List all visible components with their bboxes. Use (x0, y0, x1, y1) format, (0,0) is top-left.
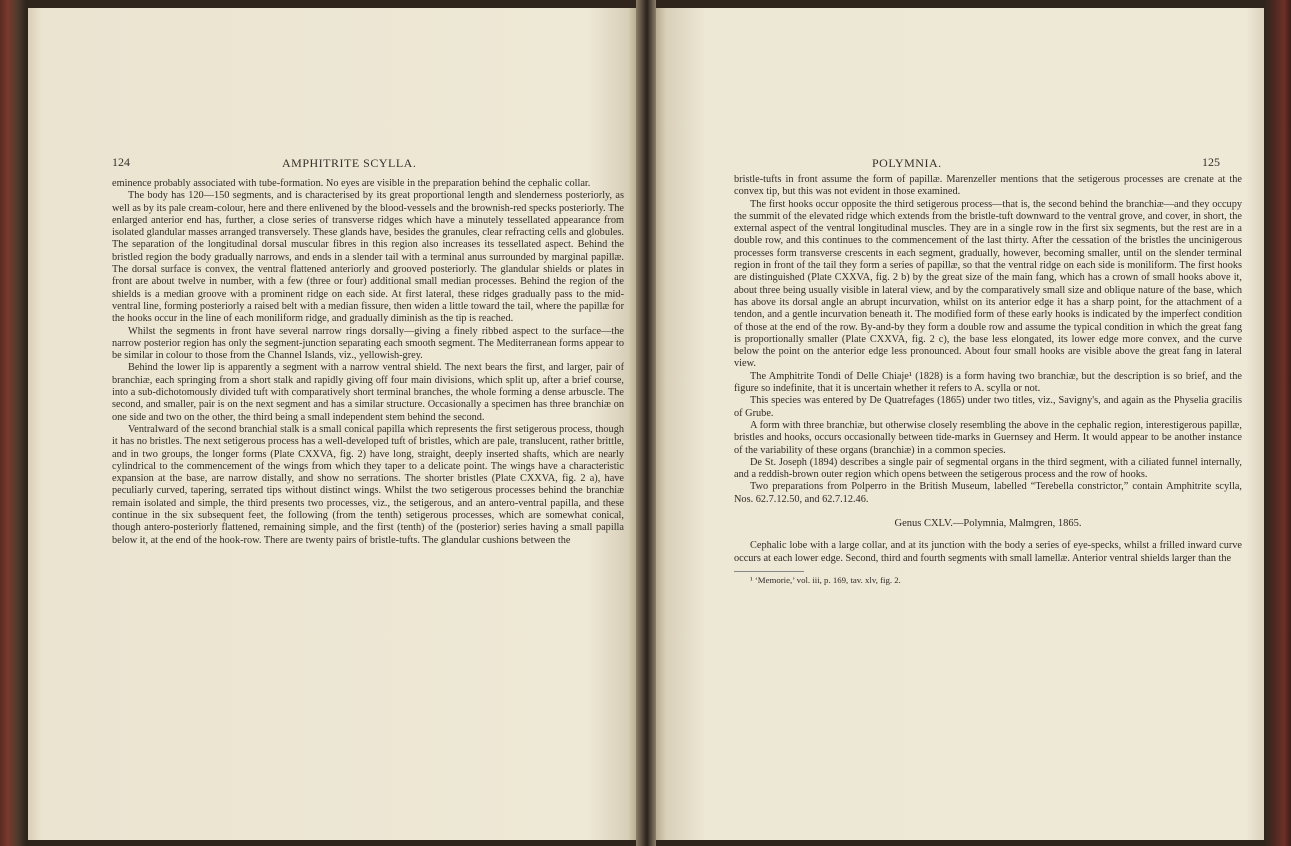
paragraph: Cephalic lobe with a large collar, and at its junction with the body a series of eye-specks, whilst a frilled inward curve occurs at each lower edge. Second, third and fourth segments with small lamellæ. Anterior ventral shields larger than the (734, 540, 1242, 564)
paragraph: The body has 120—150 segments, and is characterised by its great proportional length and slenderness posteriorly, as well as by its pale cream-colour, here and there enlivened by the blood-vessels and the brownish-red specks posteriorly. The enlarged anterior end has, further, a close series of transverse ridges which have a minutely tessellated appearance from isolated glandular masses arranged transversely. These glands have, besides the granules, clear refracting cells and globules. The separation of the longitudinal dorsal muscular fibres in this region also increases its tessellated aspect. Behind the bristled region the body gradually narrows, and ends in a slender tail with a terminal anus surrounded by marginal papillæ. The dorsal surface is convex, the ventral flattened anteriorly and grooved posteriorly. The glandular shields or plates in front are about twelve in number, with a few (three or four) additional small median processes. Behind the region of the shields is a median groove with a prominent ridge on each side. At first lateral, these ridges gradually pass to the mid-ventral line, forming posteriorly a raised belt with a median fissure, then widen a little toward the tail, where the papillæ for the hooks occur in the line of each moniliform ridge, and gradually diminish as the tip is reached. (112, 190, 624, 325)
paragraph: The first hooks occur opposite the third setigerous process—that is, the second behind the branchiæ—and they occupy the summit of the elevated ridge which extends from the bristle-tuft downward to the ventral grove, and cover, in short, the external aspect of the ventral longitudinal muscles. They are in a single row in the first six segments, but the rest are in a double row, and this continues to the commencement of the last thirty. After the cessation of the bristles the uncinigerous processes form transverse crescents in each segment, gradually, however, becoming smaller, until on the slender terminal region in front of the tail they form a series of papillæ, so that the ventral ridge on each side is moniliform. The first hooks are distinguished (Plate CXXVA, fig. 2 b) by the great size of the main fang, which has a crown of small hooks above it, about three being usually visible in lateral view, and by the comparatively small size and oblique nature of the base, which has above its dorsal angle an abrupt incurvation, whilst on its anterior edge it has a sharp point, for the attachment of a tendon, and a gentle incurvation beneath it. The modified form of these early hooks is indicated by the imperfect condition of those at the end of the row. By-and-by they form a double row and assume the typical condition in which the great fang is proportionally smaller (Plate CXXVA, fig. 2 c), the base less elongated, its lower edge more convex, and the curve below the point on the anterior edge less pronounced. About four small hooks are visible above the great fang in lateral view. (734, 198, 1242, 370)
paragraph: Whilst the segments in front have several narrow rings dorsally—giving a finely ribbed aspect to the surface—the narrow posterior region has only the segment-junction separating each smooth segment. The Mediterranean forms appear to be similar in colour to those from the Channel Islands, viz., yellowish-grey. (112, 325, 624, 362)
paragraph: Ventralward of the second branchial stalk is a small conical papilla which represents the first setigerous process, though it has no bristles. The next setigerous process has a well-developed tuft of bristles, which are pale, translucent, rather brittle, and in two groups, the longer forms (Plate CXXVA, fig. 2) have long, straight, deeply inserted shafts, which are nearly cylindrical to the commencement of the wings from which they taper to a delicate point. The wings have a characteristic expansion at the base, are narrow distally, and show no serrations. The shorter bristles (Plate CXXVA, fig. 2 a), have peculiarly curved, tapering, serrated tips without distinct wings. Whilst the two setigerous processes behind the branchiæ remain isolated and simple, the third presents two processes, viz., the setigerous, and an antero-ventral papilla, and these continue in the six subsequent feet, the following (from the tenth) setigerous processes, which are somewhat conical, though antero-posteriorly flattened, remaining simple, and the first (tenth) of the (posterior) series having a small papilla below it, at the end of the hook-row. There are twenty pairs of bristle-tufts. The glandular cushions between the (112, 423, 624, 546)
paragraph: The Amphitrite Tondi of Delle Chiaje¹ (1828) is a form having two branchiæ, but the description is so brief, and the figure so indefinite, that it is uncertain whether it refers to A. scylla or not. (734, 370, 1242, 395)
footnote: ¹ ‘Memorie,’ vol. iii, p. 169, tav. xlv, fig. 2. (750, 574, 901, 585)
footnote-rule (734, 571, 804, 572)
right-page (656, 8, 1264, 840)
book-gutter (636, 0, 656, 846)
paragraph: De St. Joseph (1894) describes a single pair of segmental organs in the third segment, with a ciliated funnel internally, and a reddish-brown outer region which opens between the setigerous process and the row of hooks. (734, 456, 1242, 481)
paragraph: This species was entered by De Quatrefages (1865) under two titles, viz., Savigny's, and again as the Physelia gracilis of Grube. (734, 395, 1242, 419)
right-body-text (734, 174, 1242, 586)
right-running-head: POLYMNIA. (872, 156, 942, 170)
paragraph: bristle-tufts in front assume the form of papillæ. Marenzeller mentions that the setigerous processes are crenate at the convex tip, but this was not evident in those examined. (734, 174, 1242, 198)
left-page-number: 124 (112, 155, 130, 169)
genus-heading: Genus CXLV.—Polymnia, Malmgren, 1865. (894, 518, 1082, 530)
paragraph: A form with three branchiæ, but otherwise closely resembling the above in the cephalic region, interestigerous papillæ, bristles and hooks, occurs occasionally between tide-marks in Guernsey and Herm. It would appear to be another instance of the variability of these organs (branchiæ) in a common species. (734, 419, 1242, 456)
paragraph: Behind the lower lip is apparently a segment with a narrow ventral shield. The next bears the first, and larger, pair of branchiæ, each springing from a short stalk and rapidly giving off four main divisions, which split up, after a brief course, into a sub-dichotomously divided tuft with comparatively short terminal branches, the whole forming a dense arbuscle. The second, and smaller, pair is on the next segment and has a similar structure. Occasionally a specimen has three branchiæ on one side and two on the other, the third being a small independent stem behind the second. (112, 362, 624, 423)
paragraph: Two preparations from Polperro in the British Museum, labelled “Terebella constrictor,” contain Amphitrite scylla, Nos. 62.7.12.50, and 62.7.12.46. (734, 481, 1242, 505)
paragraph: eminence probably associated with tube-formation. No eyes are visible in the preparation behind the cephalic collar. (112, 178, 591, 189)
left-running-head: AMPHITRITE SCYLLA. (282, 156, 417, 170)
left-body-text (112, 178, 624, 547)
right-page-number: 125 (1202, 155, 1220, 169)
left-page (28, 8, 636, 840)
